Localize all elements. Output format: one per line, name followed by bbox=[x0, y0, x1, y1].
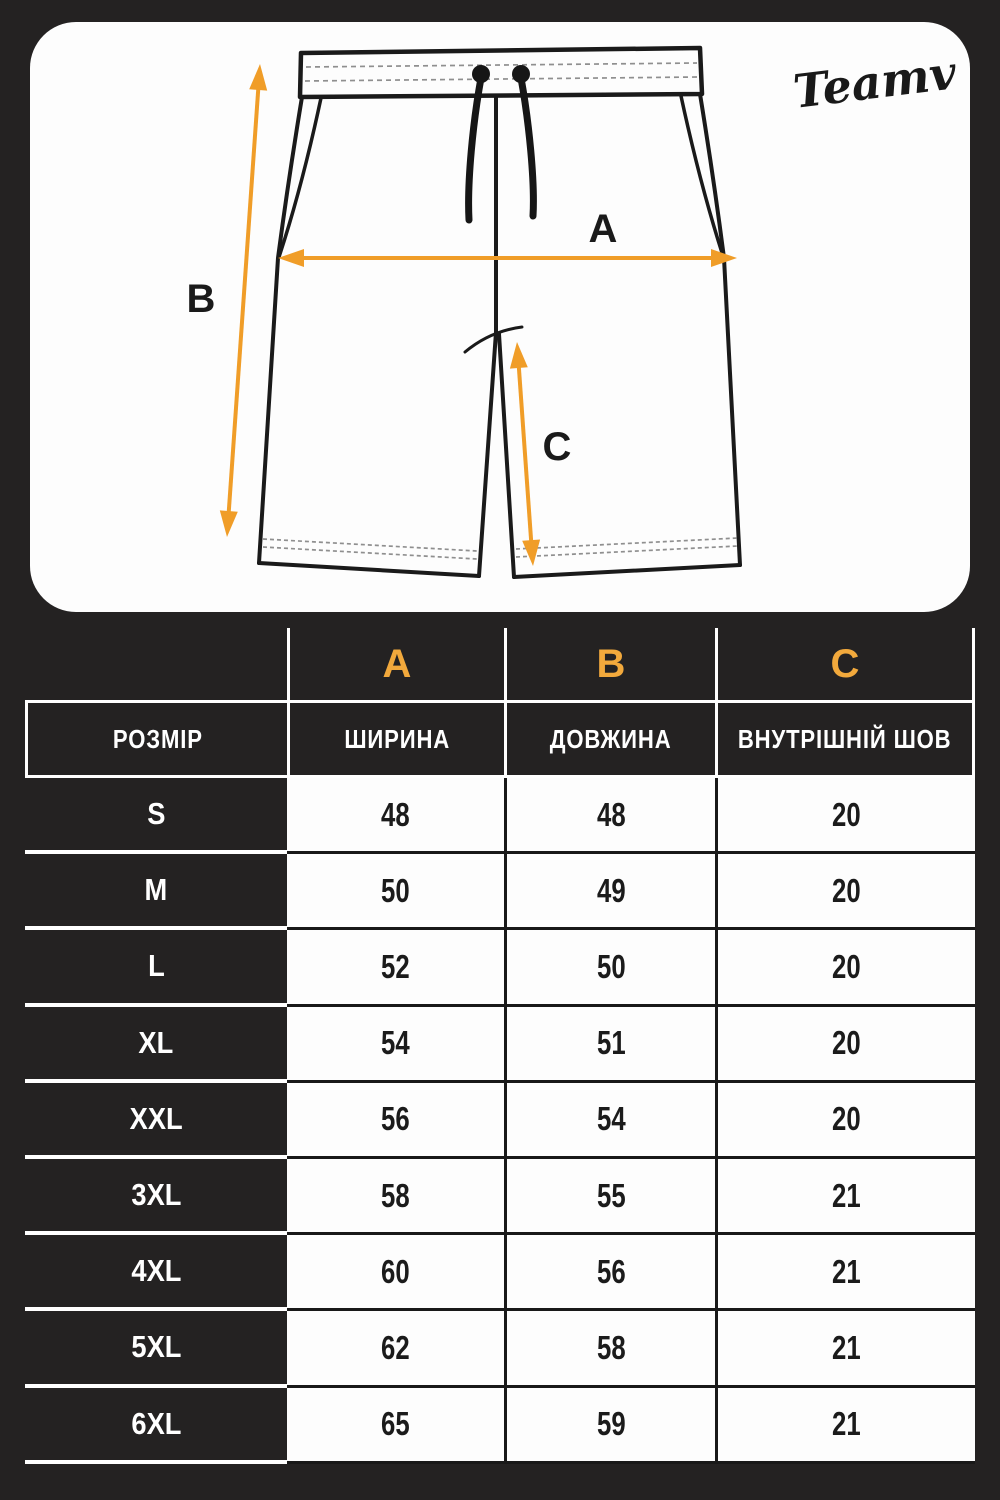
column-header-width: ШИРИНА bbox=[287, 700, 504, 778]
row-size-label: 4XL bbox=[25, 1235, 287, 1311]
shorts-waistband bbox=[300, 48, 702, 97]
cell-length: 59 bbox=[504, 1388, 715, 1464]
cell-inseam: 21 bbox=[715, 1159, 975, 1235]
cell-length: 51 bbox=[504, 1007, 715, 1083]
cell-width: 48 bbox=[287, 778, 504, 854]
label-a: A bbox=[588, 207, 618, 251]
teamv-logo: Teamv bbox=[790, 45, 960, 119]
shorts-diagram bbox=[30, 22, 970, 612]
cell-width: 52 bbox=[287, 930, 504, 1006]
cell-width: 54 bbox=[287, 1007, 504, 1083]
size-table bbox=[25, 628, 975, 1464]
letter-header-c: C bbox=[715, 628, 975, 700]
row-size-label: 6XL bbox=[25, 1388, 287, 1464]
cell-inseam: 20 bbox=[715, 854, 975, 930]
hem-stitching bbox=[263, 538, 738, 559]
row-size-label: XXL bbox=[25, 1083, 287, 1159]
letter-header-b: B bbox=[504, 628, 715, 700]
arrow-b bbox=[220, 64, 267, 537]
cell-length: 58 bbox=[504, 1311, 715, 1387]
cell-width: 60 bbox=[287, 1235, 504, 1311]
row-size-label: 5XL bbox=[25, 1311, 287, 1387]
cell-inseam: 20 bbox=[715, 930, 975, 1006]
cell-width: 65 bbox=[287, 1388, 504, 1464]
arrow-a bbox=[278, 249, 737, 267]
cell-width: 50 bbox=[287, 854, 504, 930]
cell-length: 54 bbox=[504, 1083, 715, 1159]
cell-inseam: 20 bbox=[715, 778, 975, 854]
arrow-c bbox=[510, 342, 540, 566]
column-header-inseam: ВНУТРІШНІЙ ШОВ bbox=[715, 700, 975, 778]
right-pocket-curve bbox=[681, 96, 723, 256]
letter-header-a: A bbox=[287, 628, 504, 700]
cell-length: 50 bbox=[504, 930, 715, 1006]
left-pocket-curve bbox=[279, 98, 321, 257]
row-size-label: L bbox=[25, 930, 287, 1006]
column-header-length: ДОВЖИНА bbox=[504, 700, 715, 778]
cell-width: 56 bbox=[287, 1083, 504, 1159]
cell-length: 56 bbox=[504, 1235, 715, 1311]
cell-length: 48 bbox=[504, 778, 715, 854]
label-b: B bbox=[186, 277, 216, 321]
row-size-label: S bbox=[25, 778, 287, 854]
label-c: C bbox=[542, 425, 572, 469]
cell-width: 62 bbox=[287, 1311, 504, 1387]
cell-length: 55 bbox=[504, 1159, 715, 1235]
shorts-body bbox=[259, 94, 740, 577]
cell-inseam: 20 bbox=[715, 1007, 975, 1083]
row-size-label: M bbox=[25, 854, 287, 930]
cell-inseam: 20 bbox=[715, 1083, 975, 1159]
cell-inseam: 21 bbox=[715, 1311, 975, 1387]
cell-inseam: 21 bbox=[715, 1235, 975, 1311]
row-size-label: 3XL bbox=[25, 1159, 287, 1235]
diagram-card bbox=[30, 22, 970, 612]
row-size-label: XL bbox=[25, 1007, 287, 1083]
cell-inseam: 21 bbox=[715, 1388, 975, 1464]
cell-length: 49 bbox=[504, 854, 715, 930]
letter-header-empty bbox=[25, 628, 287, 700]
cell-width: 58 bbox=[287, 1159, 504, 1235]
column-header-size: РОЗМІР bbox=[25, 700, 287, 778]
